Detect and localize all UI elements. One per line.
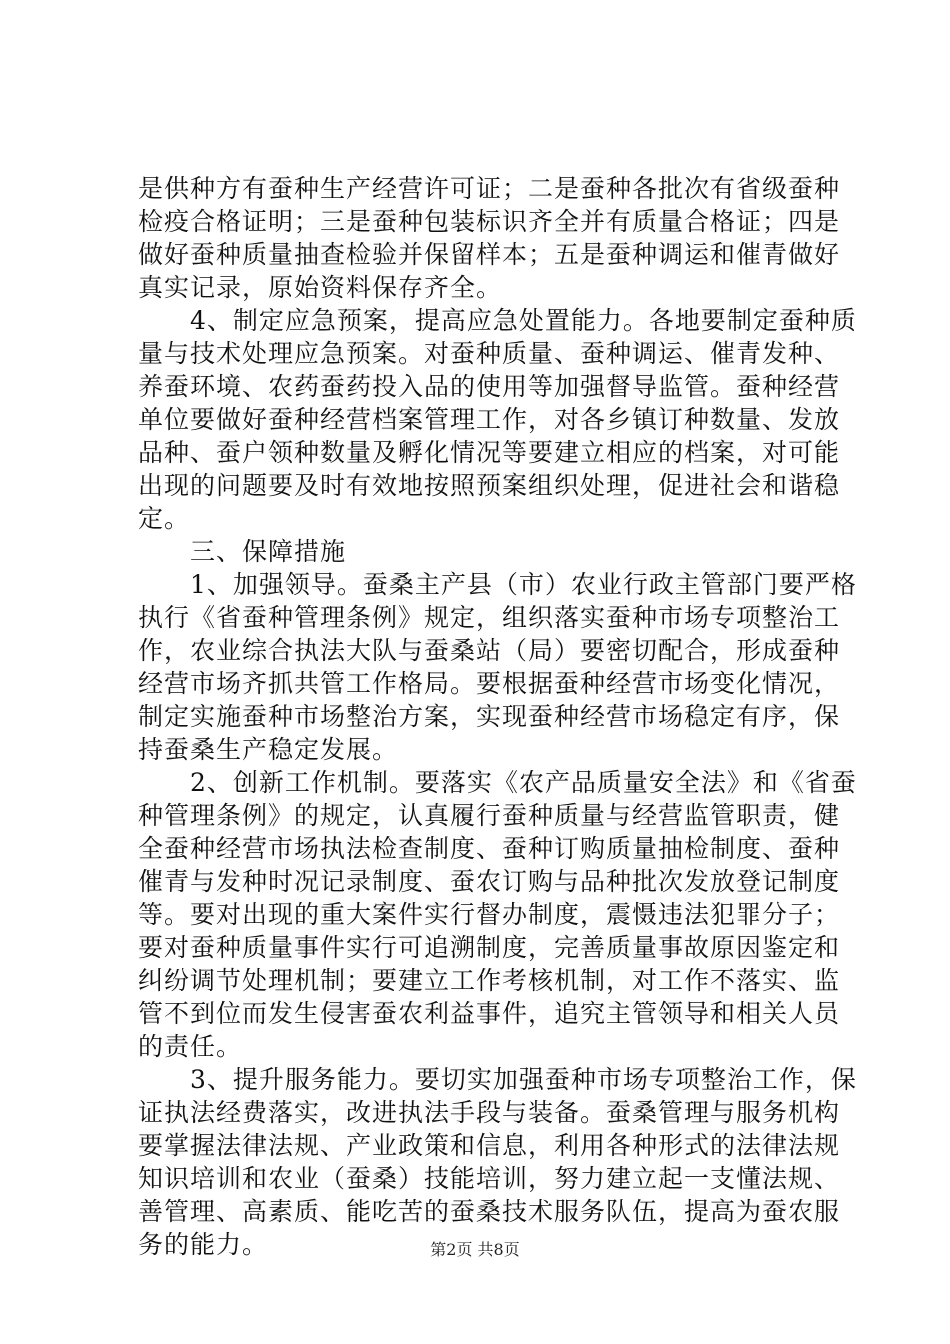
page-number: 第2页 共8页 [430,1240,520,1259]
text-line: 持蚕桑生产稳定发展。 [138,735,399,764]
text-line: 真实记录，原始资料保存齐全。 [138,273,503,302]
text-line: 知识培训和农业（蚕桑）技能培训，努力建立起一支懂法规、 [138,1164,841,1193]
text-line: 经营市场齐抓共管工作格局。要根据蚕种经营市场变化情况， [138,669,841,698]
text-line: 2、创新工作机制。要落实《农产品质量安全法》和《省蚕 [138,768,857,797]
text-line: 执行《省蚕种管理条例》规定，组织落实蚕种市场专项整治工 [138,603,841,632]
text-line: 定。 [138,504,191,533]
text-line: 要对蚕种质量事件实行可追溯制度，完善质量事故原因鉴定和 [138,933,841,962]
text-line: 做好蚕种质量抽查检验并保留样本；五是蚕种调运和催青做好 [138,240,841,269]
text-line: 作，农业综合执法大队与蚕桑站（局）要密切配合，形成蚕种 [138,636,841,665]
text-line: 1、加强领导。蚕桑主产县（市）农业行政主管部门要严格 [138,570,857,599]
text-line: 3、提升服务能力。要切实加强蚕种市场专项整治工作，保 [138,1065,857,1094]
text-line: 种管理条例》的规定，认真履行蚕种质量与经营监管职责，健 [138,801,841,830]
text-line: 检疫合格证明；三是蚕种包装标识齐全并有质量合格证；四是 [138,207,841,236]
text-line: 量与技术处理应急预案。对蚕种质量、蚕种调运、催青发种、 [138,339,841,368]
text-line: 养蚕环境、农药蚕药投入品的使用等加强督导监管。蚕种经营 [138,372,841,401]
text-line: 等。要对出现的重大案件实行督办制度，震慑违法犯罪分子； [138,900,841,929]
text-line: 全蚕种经营市场执法检查制度、蚕种订购质量抽检制度、蚕种 [138,834,841,863]
text-line: 4、制定应急预案，提高应急处置能力。各地要制定蚕种质 [138,306,857,335]
text-line: 是供种方有蚕种生产经营许可证；二是蚕种各批次有省级蚕种 [138,174,841,203]
text-line: 的责任。 [138,1032,243,1061]
text-line: 纠纷调节处理机制；要建立工作考核机制，对工作不落实、监 [138,966,841,995]
section-heading: 三、保障措施 [138,537,347,566]
text-line: 管不到位而发生侵害蚕农利益事件，追究主管领导和相关人员 [138,999,841,1028]
text-line: 务的能力。 [138,1230,269,1259]
text-line: 出现的问题要及时有效地按照预案组织处理，促进社会和谐稳 [138,471,841,500]
text-line: 制定实施蚕种市场整治方案，实现蚕种经营市场稳定有序，保 [138,702,841,731]
text-line: 催青与发种时况记录制度、蚕农订购与品种批次发放登记制度 [138,867,841,896]
text-line: 要掌握法律法规、产业政策和信息，利用各种形式的法律法规 [138,1131,841,1160]
text-line: 善管理、高素质、能吃苦的蚕桑技术服务队伍，提高为蚕农服 [138,1197,841,1226]
text-line: 品种、蚕户领种数量及孵化情况等要建立相应的档案，对可能 [138,438,841,467]
text-line: 单位要做好蚕种经营档案管理工作，对各乡镇订种数量、发放 [138,405,841,434]
text-line: 证执法经费落实，改进执法手段与装备。蚕桑管理与服务机构 [138,1098,841,1127]
